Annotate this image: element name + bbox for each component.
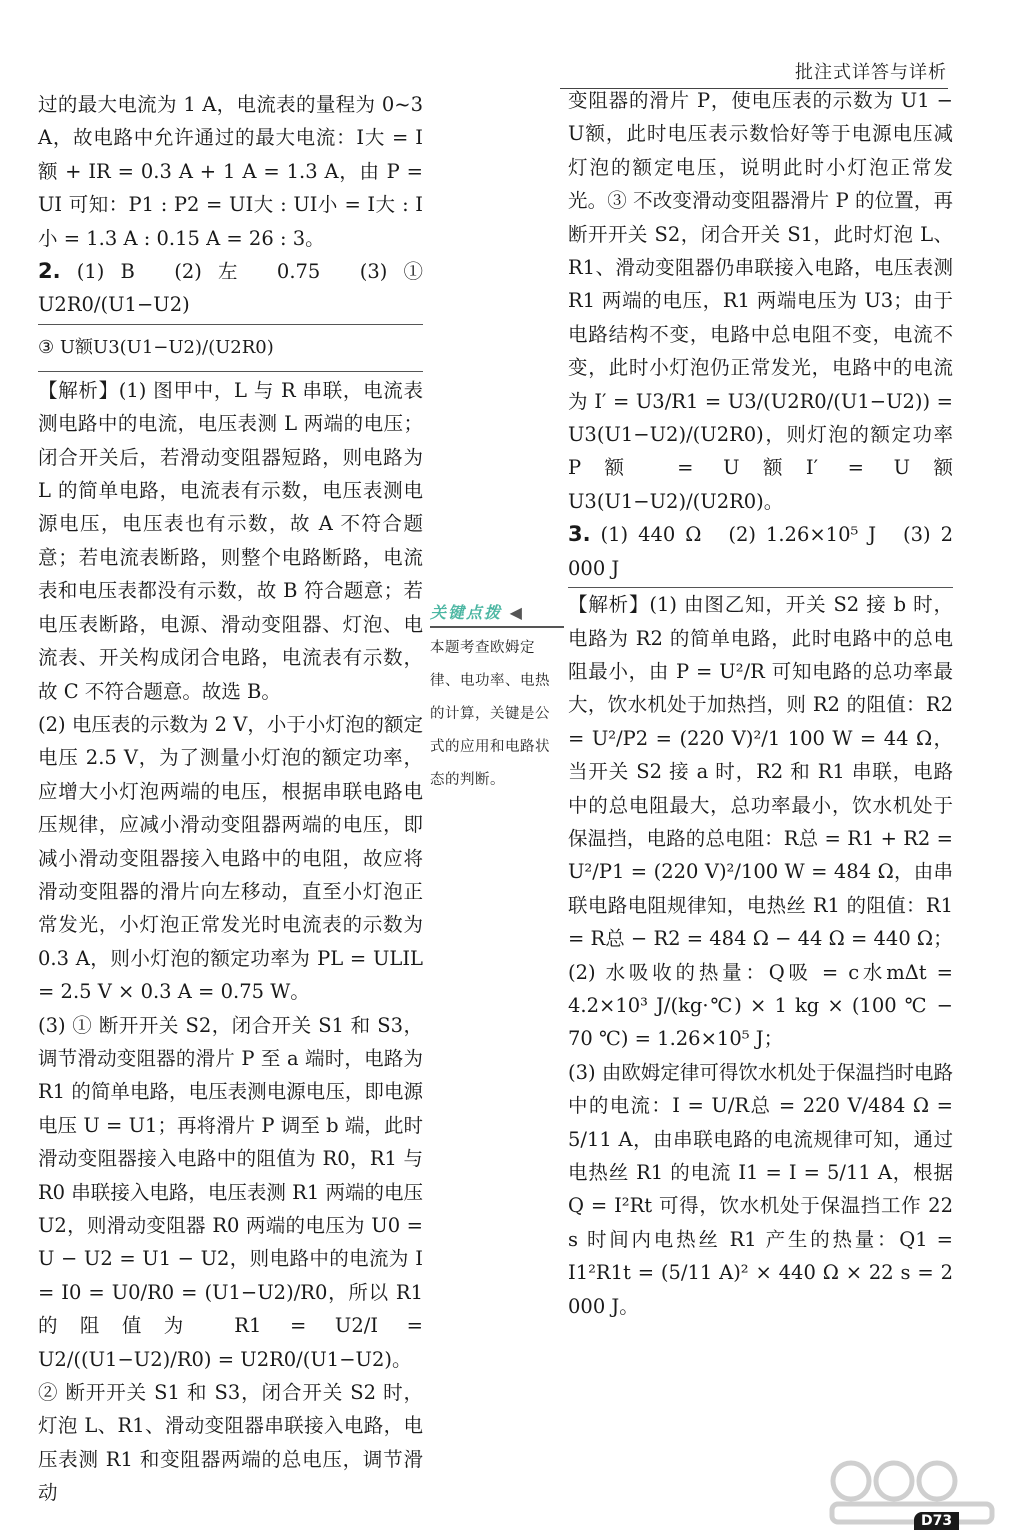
q2-analysis-part3: (3) ① 断开开关 S2，闭合开关 S1 和 S3，调节滑动变阻器的滑片 P 至 a 端时，电路为 R1 的简单电路，电压表测电源电压，即电源电压 U = U1；再将滑片 P 调至 b 端，此时滑动变阻器接入电路中的阻值为 R0，R1 与 R0 串联接入电路，电压表测 R1 两端的电压 U2，则滑动变阻器 R0 两端的电压为 U0 = U − U2 = U1 − U2，则电路中的电流为 I = I0 = U0/R0 = (U1−U2)/R0，所以 R1 的阻值为 R1 = U2/I = U2/((U1−U2)/R0) = U2R0/(U1−U2)。	[38, 1013, 423, 1371]
q3-answer-text: (1) 440 Ω (2) 1.26×10⁵ J (3) 2 000 J	[568, 523, 953, 580]
right-column	[568, 84, 953, 1323]
page-number: D73	[914, 1512, 959, 1530]
page-header-title: 批注式详答与详析	[795, 62, 947, 83]
left-column	[38, 88, 423, 1510]
key-tip-title	[430, 600, 564, 628]
key-tip-title-text: 关键点拨	[430, 603, 503, 622]
q2-answer-formula-3: ③ U额U3(U1−U2)/(U2R0)	[38, 325, 423, 372]
key-tip-text: 本题考查欧姆定律、电功率、电热的计算，关键是公式的应用和电路状态的判断。	[430, 640, 550, 788]
q2-analysis-continued: 变阻器的滑片 P，使电压表的示数为 U1 − U额，此时电压表示数恰好等于电源电压减灯泡的额定电压，说明此时小灯泡正常发光。③ 不改变滑动变阻器滑片 P 的位置，再断开开关 S2，闭合开关 S1，此时灯泡 L、R1、滑动变阻器仍串联接入电路，电压表测 R1 两端的电压，R1 两端电压为 U3；由于电路结构不变，电路中总电阻不变，电流不变，此时小灯泡仍正常发光，电路中的电流为 I′ = U3/R1 = U3/(U2R0/(U1−U2)) = U3(U1−U2)/(U2R0)，则灯泡的额定功率 P额 = U额I′ = U额U3(U1−U2)/(U2R0)。	[568, 89, 953, 513]
q3-analysis-part1: 【解析】(1) 由图乙知，开关 S2 接 b 时，电路为 R2 的简单电路，此时电路中的总电阻最小，由 P = U²/R 可知电路的总功率最大，饮水机处于加热挡，则 R2 的阻值：R2 = U²/P2 = (220 V)²/1 100 W = 44 Ω，当开关 S2 接 a 时，R2 和 R1 串联，电路中的总电阻最大，总功率最小，饮水机处于保温挡，电路的总电阻：R总 = R1 + R2 = U²/P1 = (220 V)²/100 W = 484 Ω，由串联电路电阻规律知，电热丝 R1 的阻值：R1 = R总 − R2 = 484 Ω − 44 Ω = 440 Ω；	[568, 593, 953, 951]
q3-analysis-part2: (2) 水吸收的热量：Q吸 = c水mΔt = 4.2×10³ J/(kg·℃) × 1 kg × (100 ℃ − 70 ℃) = 1.26×10⁵ J；	[568, 960, 953, 1051]
question-number-3: 3.	[568, 522, 591, 547]
q2-analysis-part2: (2) 电压表的示数为 2 V，小于小灯泡的额定电压 2.5 V，为了测量小灯泡的额定功率，应增大小灯泡两端的电压，根据串联电路电压规律，应减小滑动变阻器两端的电压，即减小滑动变阻器接入电路中的电阻，故应将滑动变阻器的滑片向左移动，直至小灯泡正常发光，小灯泡正常发光时电流表的示数为 0.3 A，则小灯泡的额定功率为 PL = ULIL = 2.5 V × 0.3 A = 0.75 W。	[38, 712, 423, 1004]
q2-answer-text: (1) B (2) 左 0.75 (3) ① U2R0/(U1−U2)	[38, 260, 423, 317]
q2-analysis-part1: 【解析】(1) 图甲中，L 与 R 串联，电流表测电路中的电流，电压表测 L 两端的电压；闭合开关后，若滑动变阻器短路，则电路为 L 的简单电路，电流表有示数，电压表测电源电压，电压表也有示数，故 A 不符合题意；若电流表断路，则整个电路断路，电流表和电压表都没有示数，故 B 符合题意；若电压表断路，电源、滑动变阻器、灯泡、电流表、开关构成闭合电路，电流表有示数，故 C 不符合题意。故选 B。	[38, 378, 423, 703]
q2-analysis-part3-cont: ② 断开开关 S1 和 S3，闭合开关 S2 时，灯泡 L、R1、滑动变阻器串联接入电路，电压表测 R1 和变阻器两端的总电压，调节滑动	[38, 1381, 423, 1505]
question-number-2: 2.	[38, 259, 61, 284]
q1-tail-paragraph: 过的最大电流为 1 A，电流表的量程为 0~3 A，故电路中允许通过的最大电流：I大 = I额 + IR = 0.3 A + 1 A = 1.3 A，由 P = UI 可知：P1 : P2 = UI大 : UI小 = I大 : I小 = 1.3 A : 0.15 A = 26 : 3。	[38, 93, 423, 250]
q2-answer	[38, 255, 423, 325]
watermark-logo-icon	[826, 1456, 1001, 1526]
arrow-left-icon: ◀	[502, 603, 524, 622]
q3-analysis-part3: (3) 由欧姆定律可得饮水机处于保温挡时电路中的电流：I = U/R总 = 220 V/484 Ω = 5/11 A，由串联电路的电流规律可知，通过电热丝 R1 的电流 I1 = I = 5/11 A，根据 Q = I²Rt 可得，饮水机处于保温挡工作 22 s 时间内电热丝 R1 产生的热量：Q1 = I1²R1t = (5/11 A)² × 440 Ω × 22 s = 2 000 J。	[568, 1060, 953, 1318]
key-tip-sidebar	[430, 600, 564, 797]
q3-answer	[568, 518, 953, 588]
